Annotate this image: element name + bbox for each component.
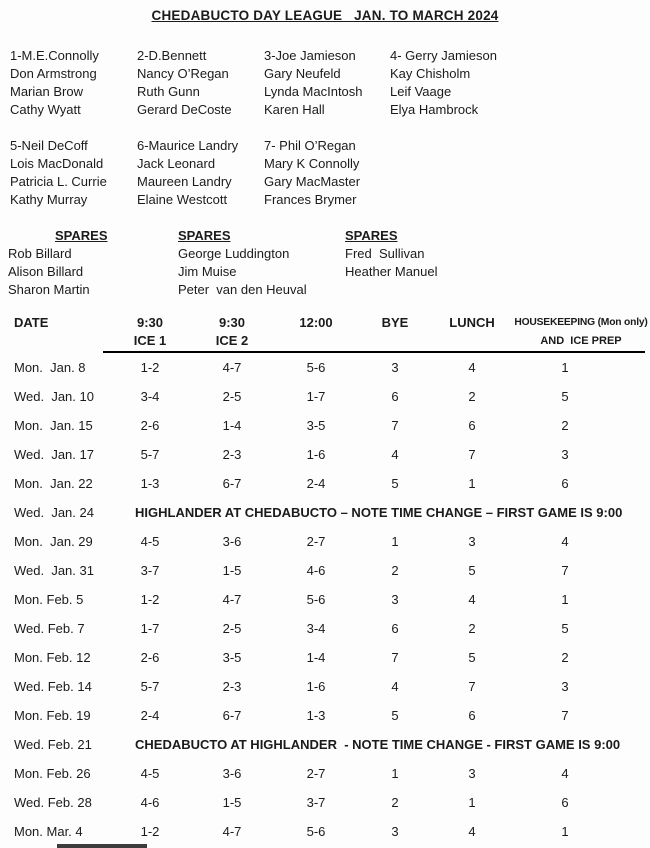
team-block-3 bbox=[264, 47, 390, 119]
schedule-row bbox=[0, 469, 650, 498]
team-players bbox=[137, 65, 264, 119]
row-ice1-game: 2-6 bbox=[140, 418, 160, 433]
row-housekeeping: 2 bbox=[561, 650, 569, 665]
schedule-row bbox=[0, 498, 650, 527]
header-bye: BYE bbox=[381, 315, 409, 330]
row-ice1-game: 4-5 bbox=[140, 766, 160, 781]
spares-section bbox=[0, 227, 650, 299]
row-ice1-game: 3-7 bbox=[140, 563, 160, 578]
row-ice1-game: 2-4 bbox=[140, 708, 160, 723]
row-noon-game: 5-6 bbox=[306, 360, 326, 375]
player-name: Gary MacMaster bbox=[264, 174, 361, 189]
row-bye: 3 bbox=[391, 592, 399, 607]
row-ice2-game: 3-6 bbox=[222, 534, 242, 549]
page-title: CHEDABUCTO DAY LEAGUE JAN. TO MARCH 2024 bbox=[151, 8, 499, 23]
player-name: Elya Hambrock bbox=[390, 102, 479, 117]
row-bye: 3 bbox=[391, 824, 399, 839]
row-ice2-game: 2-5 bbox=[222, 389, 242, 404]
row-ice2-game: 3-5 bbox=[222, 650, 242, 665]
spare-name: Heather Manuel bbox=[345, 264, 438, 279]
schedule-row bbox=[0, 614, 650, 643]
row-ice2-game: 2-3 bbox=[222, 447, 242, 462]
schedule-table bbox=[0, 314, 650, 846]
schedule-row bbox=[0, 411, 650, 440]
row-date: Mon. Jan. 15 bbox=[14, 418, 93, 433]
row-ice1-game: 5-7 bbox=[140, 447, 160, 462]
spare-name: Sharon Martin bbox=[8, 282, 90, 297]
row-bye: 5 bbox=[391, 708, 399, 723]
row-date: Mon. Jan. 8 bbox=[14, 360, 86, 375]
schedule-row bbox=[0, 817, 650, 846]
header-ice-prep: AND ICE PREP bbox=[540, 335, 622, 347]
row-lunch: 6 bbox=[468, 418, 476, 433]
player-name: Kay Chisholm bbox=[390, 66, 471, 81]
row-noon-game: 1-3 bbox=[306, 708, 326, 723]
row-bye: 1 bbox=[391, 534, 399, 549]
team-players bbox=[10, 155, 137, 209]
row-lunch: 1 bbox=[468, 476, 476, 491]
schedule-header-row-2 bbox=[0, 332, 650, 350]
row-bye: 1 bbox=[391, 766, 399, 781]
row-noon-game: 4-6 bbox=[306, 563, 326, 578]
row-special-note: HIGHLANDER AT CHEDABUCTO – NOTE TIME CHANGE – FIRST GAME IS 9:00 bbox=[135, 505, 623, 520]
row-noon-game: 3-5 bbox=[306, 418, 326, 433]
row-lunch: 4 bbox=[468, 592, 476, 607]
team-players bbox=[10, 65, 137, 119]
row-housekeeping: 6 bbox=[561, 476, 569, 491]
row-ice2-game: 3-6 bbox=[222, 766, 242, 781]
player-name: Elaine Westcott bbox=[137, 192, 228, 207]
teams-row-2 bbox=[0, 137, 650, 209]
row-ice1-game: 5-7 bbox=[140, 679, 160, 694]
spares-column-3 bbox=[345, 227, 650, 299]
row-bye: 3 bbox=[391, 360, 399, 375]
row-ice1-game: 2-6 bbox=[140, 650, 160, 665]
row-date: Mon. Feb. 5 bbox=[14, 592, 84, 607]
row-lunch: 3 bbox=[468, 766, 476, 781]
player-name: Maureen Landry bbox=[137, 174, 232, 189]
team-label: 4- Gerry Jamieson bbox=[390, 48, 497, 63]
row-lunch: 1 bbox=[468, 795, 476, 810]
row-housekeeping: 3 bbox=[561, 447, 569, 462]
player-name: Don Armstrong bbox=[10, 66, 97, 81]
row-ice1-game: 3-4 bbox=[140, 389, 160, 404]
team-players bbox=[264, 65, 390, 119]
player-name: Gary Neufeld bbox=[264, 66, 341, 81]
player-name: Patricia L. Currie bbox=[10, 174, 107, 189]
row-bye: 4 bbox=[391, 447, 399, 462]
spares-heading: SPARES bbox=[178, 228, 231, 243]
team-block-6 bbox=[137, 137, 264, 209]
schedule-row bbox=[0, 701, 650, 730]
team-label: 6-Maurice Landry bbox=[137, 138, 239, 153]
schedule-row bbox=[0, 730, 650, 759]
row-ice1-game: 1-2 bbox=[140, 360, 160, 375]
player-name: Ruth Gunn bbox=[137, 84, 200, 99]
schedule-header-row-1 bbox=[0, 314, 650, 332]
spare-name: Rob Billard bbox=[8, 246, 72, 261]
row-date: Wed. Jan. 24 bbox=[14, 505, 94, 520]
row-ice1-game: 4-6 bbox=[140, 795, 160, 810]
row-date: Wed. Jan. 17 bbox=[14, 447, 94, 462]
teams-row-1 bbox=[0, 47, 650, 119]
header-ice2: ICE 2 bbox=[215, 333, 249, 348]
schedule-rows bbox=[0, 353, 650, 846]
row-bye: 5 bbox=[391, 476, 399, 491]
header-lunch: LUNCH bbox=[449, 315, 495, 330]
row-noon-game: 3-7 bbox=[306, 795, 326, 810]
row-ice2-game: 1-5 bbox=[222, 563, 242, 578]
row-bye: 2 bbox=[391, 795, 399, 810]
player-name: Lynda MacIntosh bbox=[264, 84, 363, 99]
row-bye: 6 bbox=[391, 621, 399, 636]
row-date: Mon. Jan. 22 bbox=[14, 476, 93, 491]
team-players bbox=[137, 155, 264, 209]
row-date: Mon. Feb. 12 bbox=[14, 650, 91, 665]
spare-name: George Luddington bbox=[178, 246, 290, 261]
row-ice2-game: 1-5 bbox=[222, 795, 242, 810]
row-noon-game: 2-7 bbox=[306, 534, 326, 549]
player-name: Kathy Murray bbox=[10, 192, 88, 207]
player-name: Marian Brow bbox=[10, 84, 83, 99]
schedule-row bbox=[0, 672, 650, 701]
spares-column-1 bbox=[8, 227, 178, 299]
schedule-row bbox=[0, 382, 650, 411]
row-date: Mon. Mar. 4 bbox=[14, 824, 83, 839]
row-date: Mon. Feb. 19 bbox=[14, 708, 91, 723]
player-name: Mary K Connolly bbox=[264, 156, 360, 171]
spares-column-2 bbox=[178, 227, 345, 299]
row-noon-game: 1-6 bbox=[306, 447, 326, 462]
row-noon-game: 2-7 bbox=[306, 766, 326, 781]
schedule-row bbox=[0, 585, 650, 614]
row-bye: 7 bbox=[391, 418, 399, 433]
spare-name: Alison Billard bbox=[8, 264, 84, 279]
row-lunch: 4 bbox=[468, 824, 476, 839]
team-label: 7- Phil O’Regan bbox=[264, 138, 356, 153]
row-housekeeping: 3 bbox=[561, 679, 569, 694]
team-block-1 bbox=[10, 47, 137, 119]
row-ice1-game: 1-2 bbox=[140, 824, 160, 839]
row-lunch: 4 bbox=[468, 360, 476, 375]
row-noon-game: 3-4 bbox=[306, 621, 326, 636]
row-ice2-game: 4-7 bbox=[222, 592, 242, 607]
row-ice1-game: 4-5 bbox=[140, 534, 160, 549]
row-housekeeping: 6 bbox=[561, 795, 569, 810]
row-lunch: 2 bbox=[468, 621, 476, 636]
row-bye: 2 bbox=[391, 563, 399, 578]
row-bye: 7 bbox=[391, 650, 399, 665]
header-1200: 12:00 bbox=[299, 315, 333, 330]
spares-list bbox=[178, 245, 345, 299]
row-date: Wed. Feb. 14 bbox=[14, 679, 92, 694]
row-ice2-game: 2-5 bbox=[222, 621, 242, 636]
player-name: Leif Vaage bbox=[390, 84, 452, 99]
spare-name: Fred Sullivan bbox=[345, 246, 425, 261]
header-ice1: ICE 1 bbox=[133, 333, 167, 348]
row-lunch: 7 bbox=[468, 447, 476, 462]
row-date: Wed. Jan. 31 bbox=[14, 563, 94, 578]
row-noon-game: 5-6 bbox=[306, 824, 326, 839]
row-date: Wed. Jan. 10 bbox=[14, 389, 94, 404]
cutoff-artifact bbox=[57, 844, 147, 848]
row-noon-game: 5-6 bbox=[306, 592, 326, 607]
row-lunch: 6 bbox=[468, 708, 476, 723]
schedule-row bbox=[0, 556, 650, 585]
row-date: Mon. Jan. 29 bbox=[14, 534, 93, 549]
spares-list bbox=[8, 245, 178, 299]
row-ice2-game: 6-7 bbox=[222, 708, 242, 723]
row-special-note: CHEDABUCTO AT HIGHLANDER - NOTE TIME CHANGE - FIRST GAME IS 9:00 bbox=[135, 737, 621, 752]
schedule-row bbox=[0, 788, 650, 817]
row-ice1-game: 1-7 bbox=[140, 621, 160, 636]
row-date: Mon. Feb. 26 bbox=[14, 766, 91, 781]
row-housekeeping: 2 bbox=[561, 418, 569, 433]
row-ice2-game: 2-3 bbox=[222, 679, 242, 694]
team-label: 2-D.Bennett bbox=[137, 48, 207, 63]
row-date: Wed. Feb. 28 bbox=[14, 795, 92, 810]
row-housekeeping: 7 bbox=[561, 708, 569, 723]
player-name: Jack Leonard bbox=[137, 156, 216, 171]
row-ice1-game: 1-2 bbox=[140, 592, 160, 607]
team-label: 3-Joe Jamieson bbox=[264, 48, 356, 63]
row-ice2-game: 4-7 bbox=[222, 824, 242, 839]
row-housekeeping: 1 bbox=[561, 824, 569, 839]
team-players bbox=[390, 65, 650, 119]
row-ice1-game: 1-3 bbox=[140, 476, 160, 491]
header-housekeeping: HOUSEKEEPING (Mon only) bbox=[514, 317, 648, 328]
schedule-row bbox=[0, 759, 650, 788]
header-930-ice2: 9:30 bbox=[218, 315, 246, 330]
row-lunch: 5 bbox=[468, 563, 476, 578]
row-date: Wed. Feb. 7 bbox=[14, 621, 85, 636]
row-housekeeping: 4 bbox=[561, 534, 569, 549]
schedule-row bbox=[0, 643, 650, 672]
player-name: Frances Brymer bbox=[264, 192, 357, 207]
player-name: Karen Hall bbox=[264, 102, 325, 117]
header-date: DATE bbox=[14, 315, 49, 330]
row-date: Wed. Feb. 21 bbox=[14, 737, 92, 752]
row-bye: 4 bbox=[391, 679, 399, 694]
team-block-2 bbox=[137, 47, 264, 119]
row-noon-game: 1-6 bbox=[306, 679, 326, 694]
row-noon-game: 1-7 bbox=[306, 389, 326, 404]
spare-name: Peter van den Heuval bbox=[178, 282, 307, 297]
player-name: Gerard DeCoste bbox=[137, 102, 232, 117]
player-name: Nancy O’Regan bbox=[137, 66, 229, 81]
row-ice2-game: 1-4 bbox=[222, 418, 242, 433]
header-930-ice1: 9:30 bbox=[136, 315, 164, 330]
row-noon-game: 2-4 bbox=[306, 476, 326, 491]
team-block-4 bbox=[390, 47, 650, 119]
team-label: 5-Neil DeCoff bbox=[10, 138, 88, 153]
schedule-row bbox=[0, 440, 650, 469]
team-block-7 bbox=[264, 137, 390, 209]
player-name: Lois MacDonald bbox=[10, 156, 104, 171]
row-ice2-game: 4-7 bbox=[222, 360, 242, 375]
schedule-row bbox=[0, 527, 650, 556]
schedule-row bbox=[0, 353, 650, 382]
row-lunch: 5 bbox=[468, 650, 476, 665]
row-housekeeping: 7 bbox=[561, 563, 569, 578]
row-lunch: 2 bbox=[468, 389, 476, 404]
row-housekeeping: 5 bbox=[561, 621, 569, 636]
player-name: Cathy Wyatt bbox=[10, 102, 81, 117]
row-housekeeping: 1 bbox=[561, 360, 569, 375]
spares-heading: SPARES bbox=[345, 228, 398, 243]
team-players bbox=[264, 155, 390, 209]
row-housekeeping: 1 bbox=[561, 592, 569, 607]
spares-heading: SPARES bbox=[55, 228, 108, 243]
spare-name: Jim Muise bbox=[178, 264, 237, 279]
row-housekeeping: 5 bbox=[561, 389, 569, 404]
row-lunch: 7 bbox=[468, 679, 476, 694]
row-ice2-game: 6-7 bbox=[222, 476, 242, 491]
spares-list bbox=[345, 245, 650, 281]
row-noon-game: 1-4 bbox=[306, 650, 326, 665]
row-lunch: 3 bbox=[468, 534, 476, 549]
team-block-5 bbox=[10, 137, 137, 209]
row-bye: 6 bbox=[391, 389, 399, 404]
row-housekeeping: 4 bbox=[561, 766, 569, 781]
team-label: 1-M.E.Connolly bbox=[10, 48, 99, 63]
